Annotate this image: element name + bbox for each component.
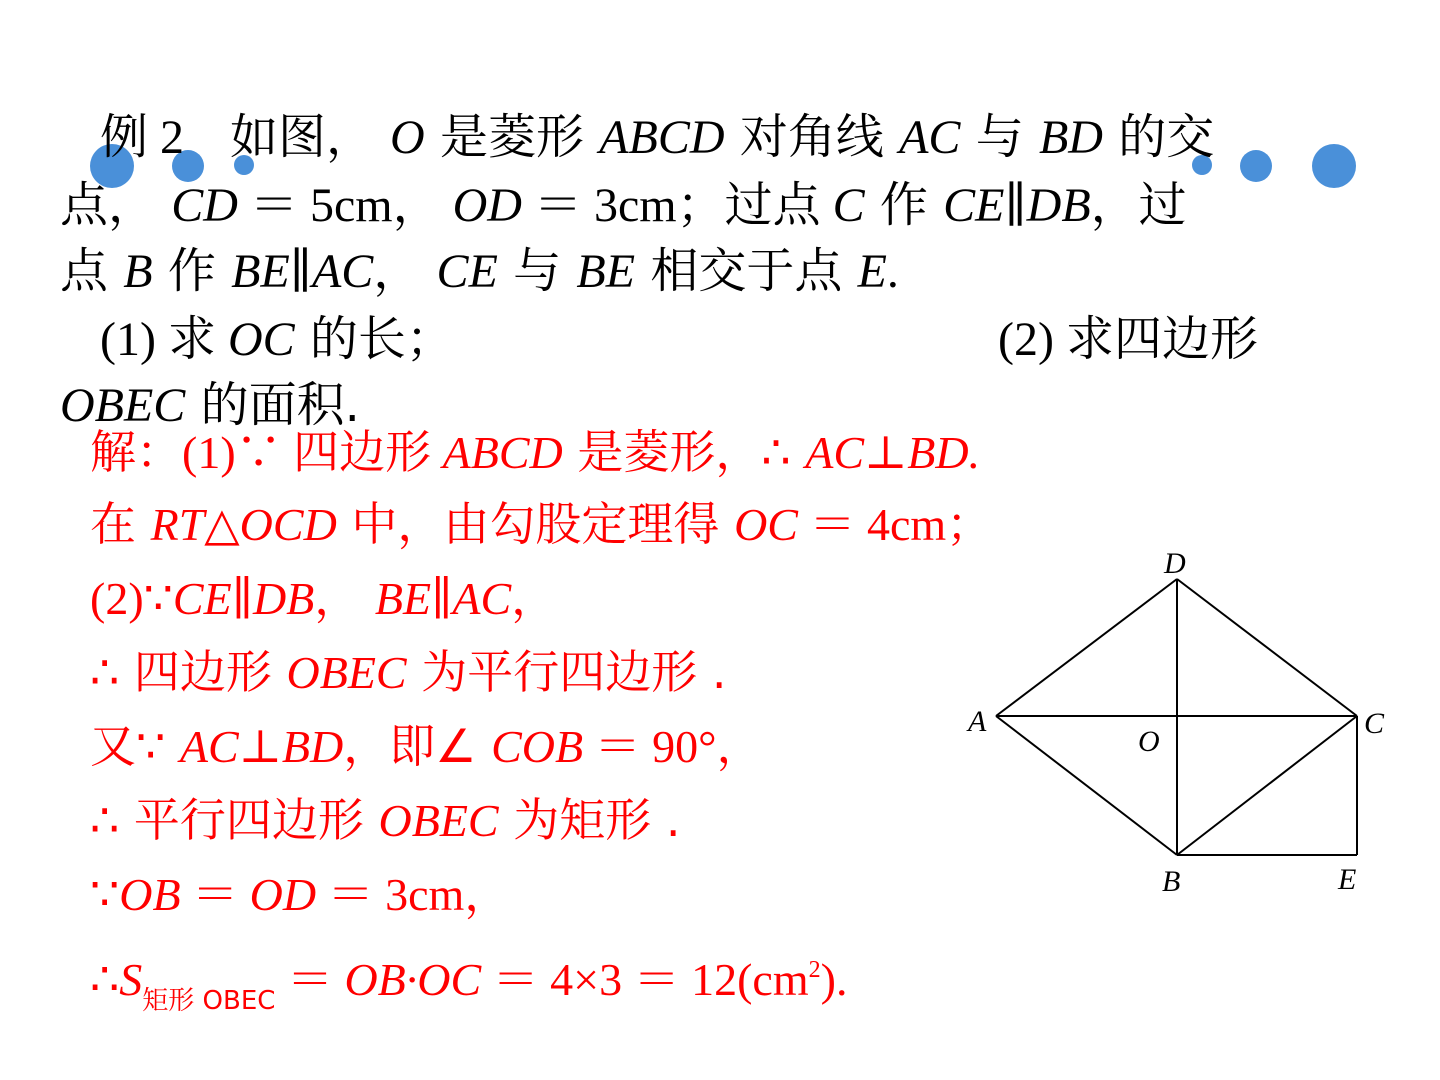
text: 与 — [960, 109, 1039, 165]
decor-dot — [1240, 150, 1272, 182]
math: OC — [734, 499, 798, 550]
text: 作 — [864, 177, 944, 233]
math: CE — [436, 245, 498, 298]
text: ＝ — [275, 954, 345, 1005]
solution-line-7 — [90, 858, 510, 931]
math: OB·OC — [344, 954, 482, 1005]
math: BE — [374, 573, 432, 624]
text: 的长； — [294, 311, 454, 367]
text: ＝ 3cm；过点 — [521, 179, 833, 232]
text: ). — [820, 954, 848, 1005]
text: 在 — [90, 497, 151, 551]
math: OD — [249, 869, 317, 920]
math: COB — [491, 721, 584, 772]
math: AC⊥BD — [179, 721, 344, 772]
math: ABCD — [599, 111, 725, 164]
problem-line-4 — [100, 306, 454, 373]
text: 相交于点 — [635, 243, 858, 299]
solution-line-2 — [90, 488, 992, 561]
segment-ad — [996, 579, 1177, 716]
text: 为平行四边形 . — [406, 645, 727, 699]
text: . — [886, 245, 899, 298]
math: DB — [1026, 179, 1091, 232]
superscript: 2 — [808, 957, 821, 983]
subscript: 矩形 OBEC — [142, 986, 276, 1016]
segment-cb — [1177, 716, 1357, 855]
text: ∴ 四边形 — [90, 645, 287, 699]
text: ∴ — [90, 954, 120, 1005]
text: ∴ 平行四边形 — [90, 793, 379, 847]
text: ， — [511, 571, 558, 625]
math: OBEC — [378, 795, 499, 846]
text: ＝ 90°， — [583, 721, 763, 772]
math: ABCD — [442, 427, 563, 478]
question-1: (1) 求 — [100, 313, 228, 366]
problem-line-2 — [60, 172, 1187, 239]
math: OB — [119, 869, 181, 920]
math: OBEC — [60, 379, 186, 432]
text: 为矩形 . — [498, 793, 681, 847]
math: S — [119, 954, 143, 1005]
problem-line-4b — [998, 306, 1258, 373]
solution-line-3 — [90, 562, 557, 635]
text: ＝ 4×3 ＝ 12(cm — [481, 954, 809, 1005]
solution-line-1 — [90, 416, 980, 489]
text: 中，由勾股定理得 — [336, 497, 735, 551]
math: DB — [252, 573, 315, 624]
math: E — [857, 245, 887, 298]
text: 是菱形，∴ — [562, 425, 806, 479]
question-2: (2) 求四边形 — [998, 313, 1258, 366]
math: OD — [452, 179, 522, 232]
solution-label: 解： — [90, 425, 182, 479]
label-a: A — [968, 705, 987, 738]
math: OBEC — [286, 647, 407, 698]
solution-line-6 — [90, 784, 681, 857]
parallel-symbol: ∥ — [1004, 179, 1027, 232]
text: ，过 — [1090, 177, 1187, 233]
text: 点 — [60, 243, 124, 299]
math: CE — [943, 179, 1005, 232]
math: BE — [231, 245, 290, 298]
segment-dc — [1177, 579, 1357, 716]
text: ， — [314, 571, 375, 625]
solution-line-4 — [90, 636, 727, 709]
parallel-symbol: ∥ — [289, 245, 312, 298]
text: 又∵ — [90, 719, 180, 773]
solution-line-5 — [90, 710, 763, 783]
problem-line-1 — [100, 104, 1214, 171]
text: 如图， — [230, 109, 375, 165]
parallel-symbol: ∥ — [231, 573, 253, 624]
math: BE — [576, 245, 636, 298]
rhombus-figure — [960, 545, 1400, 905]
math: CD — [171, 179, 238, 232]
text: 作 — [152, 243, 232, 299]
label-c: C — [1364, 707, 1385, 740]
math: C — [832, 179, 865, 232]
math: BD — [1038, 111, 1103, 164]
text: ＝ 5cm， — [237, 179, 453, 232]
decor-dot — [1312, 144, 1356, 188]
text: 的面积. — [185, 377, 360, 433]
math: B — [123, 245, 153, 298]
math: CE — [172, 573, 232, 624]
problem-line-3 — [60, 238, 899, 305]
math: AC — [311, 245, 374, 298]
text: ＝ — [180, 869, 250, 920]
label-b: B — [1162, 865, 1181, 898]
math: OC — [227, 313, 295, 366]
text: (1)∵ 四边形 — [182, 427, 443, 478]
text: 是菱形 — [424, 109, 600, 165]
text: 与 — [497, 243, 577, 299]
label-o: O — [1138, 725, 1160, 758]
solution-line-8 — [90, 934, 847, 1037]
label-d: D — [1164, 547, 1186, 580]
label-e: E — [1338, 863, 1357, 896]
example-label: 例 2 — [100, 111, 185, 164]
math: RT△OCD — [150, 499, 337, 550]
text: ∵ — [90, 869, 120, 920]
text: (2)∵ — [90, 573, 173, 624]
text: ，即∠ — [343, 719, 492, 773]
math: O — [390, 111, 425, 164]
math: AC⊥BD. — [805, 427, 981, 478]
math: AC — [452, 573, 512, 624]
text: 点， — [60, 177, 172, 233]
text: ＝ 4cm； — [797, 499, 993, 550]
math: AC — [899, 111, 961, 164]
text: ， — [373, 243, 437, 299]
text: 的交 — [1102, 109, 1215, 165]
text: 对角线 — [724, 109, 900, 165]
parallel-symbol: ∥ — [431, 573, 453, 624]
text: ＝ 3cm， — [316, 869, 511, 920]
